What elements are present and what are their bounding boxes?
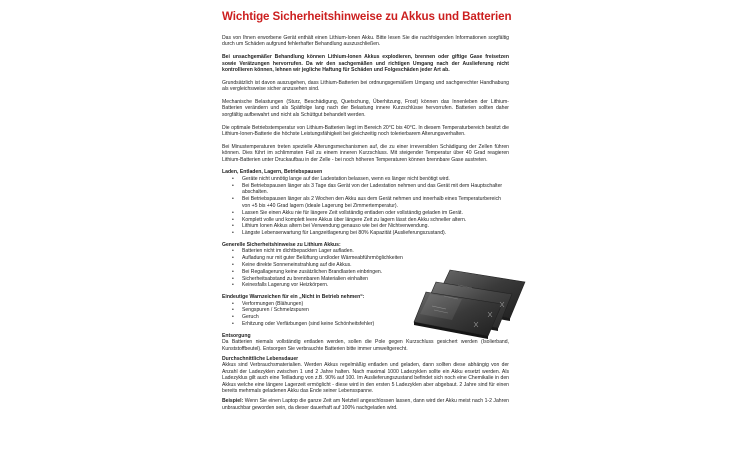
list-item: • Keinesfalls Lagerung vor Heizkörpern. <box>242 282 432 289</box>
section-heading: Durchschnittliche Lebensdauer <box>222 356 299 363</box>
warning-signs-list <box>222 301 432 328</box>
list-item: • Sicherheitsabstand zu brennbaren Materialien einhalten <box>242 276 432 283</box>
general-safety-list <box>222 248 432 289</box>
battery-packs-image <box>412 262 527 340</box>
list-item: • Verformungen (Blähungen) <box>242 301 432 308</box>
paragraph-mechanical: Mechanische Belastungen (Sturz, Beschädigung, Quetschung, Überhitzung, Frost) können das Innenleben der Lithium-Batterien verändern und als Spätfolge lang nach der Belastung innere Kurzschlüsse hervorrufen. Batterien sollten daher sorgfältig aufbewahrt und nicht als Schüttgut behandelt werden. <box>222 99 509 118</box>
warning-paragraph: Bei unsachgemäßer Behandlung können Lithium-Ionen Akkus explodieren, brennen oder giftige Gase freisetzen sowie Verätzungen hervorrufen. Da wir den sachgemäßen und richtigen Umgang nach der Auslieferung nicht kontrollieren können, lehnen wir jegliche Haftung für Schäden und Folgeschäden jeder Art ab. <box>222 54 509 74</box>
list-item: • Längste Lebenserwartung für Langzeitlagerung bei 80% Kapazität (Auslieferungszustand). <box>242 230 509 237</box>
section-charging <box>222 169 509 237</box>
paragraph-safety: Grundsätzlich ist davon auszugehen, dass Lithium-Batterien bei ordnungsgemäßem Umgang und sachgerechter Handhabung als vergleichsweise sicher anzusehen sind. <box>222 79 509 93</box>
section-heading: Generelle Sicherheitshinweise zu Lithium Akkus: <box>222 242 341 249</box>
list-item: • Batterien nicht im dichtbepackten Lager aufladen. <box>242 248 432 255</box>
disposal-text: Da Batterien niemals vollständig entladen werden, sollen die Pole gegen Kurzschluss gesichert werden (Isolierband, Kunststoffbeutel). Entsorgen Sie verbrauchte Batterien bitte immer umweltgerecht. <box>222 339 509 352</box>
paragraph-temperature: Die optimale Betriebstemperatur von Lithium-Batterien liegt im Bereich 20°C bis 40°C. In diesem Temperaturbereich besitzt die Lithium-Ionen-Batterie die höchste Leistungsfähigkeit bei gleichzeitig noch tolerierbarem Alterungsverhalten. <box>222 124 509 138</box>
list-item: • Lithium Ionen Akkus altern bei Verwendung genauso wie bei der Nichtverwendung. <box>242 223 509 230</box>
section-heading: Entsorgung <box>222 332 251 339</box>
list-item: • Bei Regallagerung keine zusätzlichen Brandlasten einbringen. <box>242 269 432 276</box>
list-item: • Geruch <box>242 314 432 321</box>
list-item: • Keine direkte Sonneneinstrahlung auf die Akkus. <box>242 262 432 269</box>
list-item: • Erhitzung oder Verfärbungen (sind keine Schönheitsfehler) <box>242 321 432 328</box>
list-item: • Sengspuren / Schmelzspuren <box>242 307 432 314</box>
list-item: • Bei Betriebspausen länger als 3 Tage das Gerät von der Ladestation nehmen und das Gerät mit dem Hauptschalter abschalten. <box>242 183 509 197</box>
list-item: • Komplett volle und komplett leere Akkus über längere Zeit zu lagern lässt den Akku schneller altern. <box>242 217 509 224</box>
example-text: Wenn Sie einen Laptop die ganze Zeit am Netzteil angeschlossen lassen, dann wird der Akku meist nach 1-2 Jahren unbrauchbar geworden sein, da dieser dauerhaft auf 100% nachgeladen wird. <box>222 398 510 411</box>
example-label: Beispiel: <box>222 398 244 405</box>
paragraph-cold: Bei Minustemperaturen treten spezielle Alterungsmechanismen auf, die zu einer irreversiblen Schädigung der Zellen führen können. Dies führt im schlimmsten Fall zu einem inneren Kurzschluss. Mit steigender Temperatur über 40 Grad reagieren Lithium-Batterien unter Druckaufbau in der Zelle - bei noch höheren Temperaturen können brennbare Gase austreten. <box>222 143 509 163</box>
document-page <box>222 10 512 411</box>
example-paragraph <box>222 398 509 411</box>
section-lifetime <box>222 356 509 394</box>
charging-list <box>222 176 509 237</box>
intro-paragraph: Das von Ihnen erworbene Gerät enthält einen Lithium-Ionen Akku. Bitte lesen Sie die nachfolgenden Informationen sorgfältig durch um Schäden aufgrund fehlerhafter Behandlung auszuschließen. <box>222 35 509 48</box>
list-item: • Bei Betriebspausen länger als 2 Wochen den Akku aus dem Gerät nehmen und innerhalb eines Temperaturbereich von +5 bis +40 Grad lagern (ideale Lagerung bei Zimmertemperatur). <box>242 196 509 210</box>
lifetime-text: Akkus sind Verbrauchsmaterialien. Werden Akkus regelmäßig entladen und geladen, dann sollten diese abhängig von der Anzahl der Ladezyklen zwischen 1 und 2 Jahre halten. Nach maximal 1000 Ladezyklen sollte ein Akku ersetzt werden. Als Ladezyklus gilt auch eine Teilladung von z.B. 90% auf 100. Im Auslieferungszustand befindet sich noch eine Chemikalie in den Akkus welche eine längere Lagerzeit ermöglicht - diese wird in den ersten 5 Ladezyklen aber abgebaut. 2 Jahre sind für einen bereits mehrmals geladenen Akku das Ende seiner Lebensspanne. <box>222 362 509 395</box>
page-title: Wichtige Sicherheitshinweise zu Akkus und Batterien <box>222 10 512 23</box>
list-item: • Lassen Sie einen Akku nie für längere Zeit vollständig entladen oder vollständig geladen im Gerät. <box>242 210 509 217</box>
section-heading: Eindeutige Warnzeichen für ein „Nicht in Betrieb nehmen“: <box>222 294 365 301</box>
list-item: • Geräte nicht unnötig lange auf der Ladestation belassen, wenn es länger nicht benötigt wird. <box>242 176 509 183</box>
list-item: • Aufladung nur mit guter Belüftung und/oder Wärmeabführmöglichkeiten <box>242 255 432 262</box>
section-heading: Laden, Entladen, Lagern, Betriebspausen <box>222 169 323 176</box>
